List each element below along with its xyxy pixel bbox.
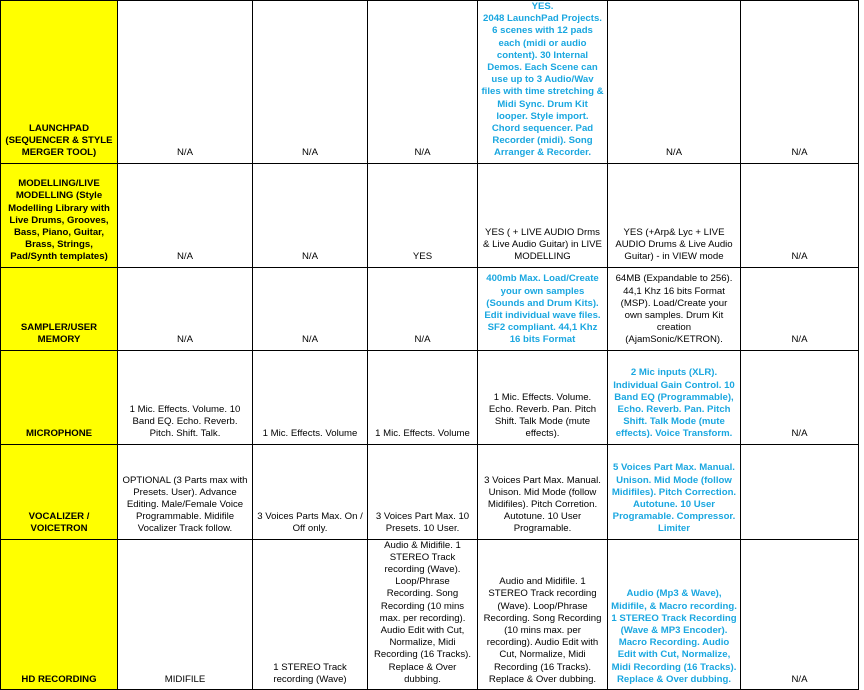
cell-vocalizer-col1: OPTIONAL (3 Parts max with Presets. User). Advance Editing. Male/Female Voice Programmable. Midifile Vocalizer Track follow. — [118, 444, 253, 539]
row-label-modelling: MODELLING/LIVE MODELLING (Style Modelling Library with Live Drums, Grooves, Bass, Piano, Guitar, Brass, Strings, Pad/Synth templates) — [1, 163, 118, 267]
cell-hd-recording-col5: Audio (Mp3 & Wave), Midifile, & Macro recording. 1 STEREO Track Recording (Wave & MP3 Encoder). Macro Recording. Audio Edit with Cut, Normalize, Midi Recording (16 Tracks). Replace & Over dubbing. — [608, 539, 741, 689]
cell-hd-recording-col4: Audio and Midifile. 1 STEREO Track recording (Wave). Loop/Phrase Recording. Song Recording (10 mins max. per recording). Audio Edit with Cut, Normalize, Midi Recording (16 Tracks). Replace & Over dubbing. — [478, 539, 608, 689]
cell-sampler-col1: N/A — [118, 267, 253, 350]
row-label-sampler: SAMPLER/USER MEMORY — [1, 267, 118, 350]
cell-sampler-col4: 400mb Max. Load/Create your own samples (Sounds and Drum Kits). Edit individual wave files. SF2 compliant. 44,1 Khz 16 bits Format — [478, 267, 608, 350]
cell-hd-recording-col3: Audio & Midifile. 1 STEREO Track recording (Wave). Loop/Phrase Recording. Song Recording (10 mins max. per recording). Audio Edit with Cut, Normalize, Midi Recording (16 Tracks). Replace & Over dubbing. — [368, 539, 478, 689]
cell-modelling-col5: YES (+Arp& Lyc + LIVE AUDIO Drums & Live Audio Guitar) - in VIEW mode — [608, 163, 741, 267]
cell-microphone-col4: 1 Mic. Effects. Volume. Echo. Reverb. Pan. Pitch Shift. Talk Mode (mute effects). — [478, 350, 608, 444]
cell-vocalizer-col5: 5 Voices Part Max. Manual. Unison. Mid Mode (follow Midifiles). Pitch Correction. Autotune. 10 User Programable. Compressor. Limiter — [608, 444, 741, 539]
table-row-hd-recording — [1, 539, 859, 689]
cell-hd-recording-col2: 1 STEREO Track recording (Wave) — [253, 539, 368, 689]
row-label-hd-recording: HD RECORDING — [1, 539, 118, 689]
cell-launchpad-col6: N/A — [741, 1, 859, 164]
cell-sampler-col2: N/A — [253, 267, 368, 350]
row-label-microphone: MICROPHONE — [1, 350, 118, 444]
cell-launchpad-col4: YES. 2048 LaunchPad Projects. 6 scenes with 12 pads each (midi or audio content). 30 Internal Demos. Each Scene can use up to 3 Audio/Wav files with time stretching & Midi Sync. Drum Kit looper. Style import. Chord sequencer. Pad Recorder (midi). Song Arranger & Recorder. — [478, 1, 608, 164]
table-row-vocalizer — [1, 444, 859, 539]
cell-launchpad-col1: N/A — [118, 1, 253, 164]
table-row-modelling — [1, 163, 859, 267]
cell-microphone-col5: 2 Mic inputs (XLR). Individual Gain Control. 10 Band EQ (Programmable), Echo. Reverb. Pan. Pitch Shift. Talk Mode (mute effects). Voice Transform. — [608, 350, 741, 444]
cell-hd-recording-col6: N/A — [741, 539, 859, 689]
cell-microphone-col3: 1 Mic. Effects. Volume — [368, 350, 478, 444]
cell-launchpad-col5: N/A — [608, 1, 741, 164]
cell-launchpad-col3: N/A — [368, 1, 478, 164]
cell-microphone-col2: 1 Mic. Effects. Volume — [253, 350, 368, 444]
table-row-microphone — [1, 350, 859, 444]
table-row-sampler — [1, 267, 859, 350]
cell-sampler-col3: N/A — [368, 267, 478, 350]
row-label-launchpad: LAUNCHPAD (SEQUENCER & STYLE MERGER TOOL) — [1, 1, 118, 164]
row-label-vocalizer: VOCALIZER / VOICETRON — [1, 444, 118, 539]
cell-sampler-col6: N/A — [741, 267, 859, 350]
cell-vocalizer-col4: 3 Voices Part Max. Manual. Unison. Mid Mode (follow Midifiles). Pitch Corretion. Autotune. 10 User Programable. — [478, 444, 608, 539]
cell-microphone-col1: 1 Mic. Effects. Volume. 10 Band EQ. Echo. Reverb. Pitch. Shift. Talk. — [118, 350, 253, 444]
cell-launchpad-col2: N/A — [253, 1, 368, 164]
cell-microphone-col6: N/A — [741, 350, 859, 444]
cell-modelling-col4: YES ( + LIVE AUDIO Drms & Live Audio Guitar) in LIVE MODELLING — [478, 163, 608, 267]
cell-sampler-col5: 64MB (Expandable to 256). 44,1 Khz 16 bits Format (MSP). Load/Create your own samples. Drum Kit creation (AjamSonic/KETRON). — [608, 267, 741, 350]
cell-vocalizer-col2: 3 Voices Parts Max. On / Off only. — [253, 444, 368, 539]
cell-modelling-col1: N/A — [118, 163, 253, 267]
cell-modelling-col2: N/A — [253, 163, 368, 267]
cell-vocalizer-col3: 3 Voices Part Max. 10 Presets. 10 User. — [368, 444, 478, 539]
cell-hd-recording-col1: MIDIFILE — [118, 539, 253, 689]
cell-vocalizer-col6 — [741, 444, 859, 539]
table-row-launchpad — [1, 1, 859, 164]
cell-modelling-col3: YES — [368, 163, 478, 267]
cell-modelling-col6: N/A — [741, 163, 859, 267]
